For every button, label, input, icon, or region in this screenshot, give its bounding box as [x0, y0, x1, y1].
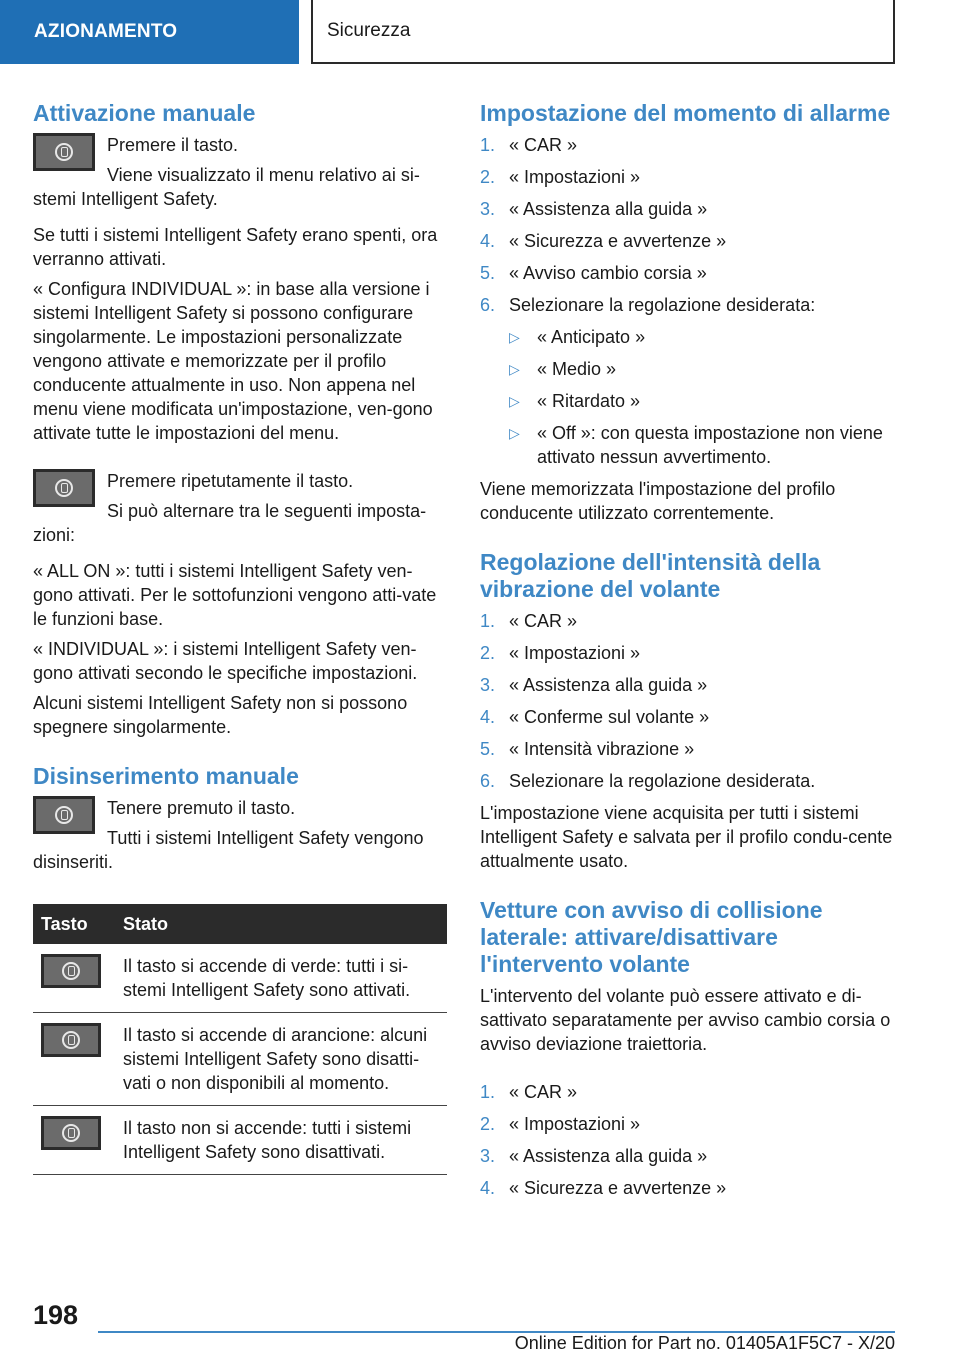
table-row — [33, 1106, 447, 1175]
paragraph: « Configura INDIVIDUAL »: in base alla versione i sistemi Intelligent Safety si possono configurare singolarmente. Le impostazioni personalizzate vengono attivate e memorizzate per il profilo conducente attualmente in uso. Non appena nel menu viene modificata un'impostazione, ven-gono attivate tutte le impostazioni del menu. — [33, 279, 433, 443]
edition-text: Online Edition for Part no. 01405A1F5C7 - X/20 — [514, 1333, 895, 1353]
section-tab — [0, 0, 299, 64]
list-item: 4. « Sicurezza e avvertenze » — [480, 231, 727, 251]
table-cell: Il tasto non si accende: tutti i sistemi Intelligent Safety sono disattivati. — [115, 1106, 447, 1175]
list-item: 2. « Impostazioni » — [480, 167, 641, 187]
triangle-bullet-icon: ▷ — [509, 425, 520, 441]
instruction-text: Si può alternare tra le seguenti imposta-zioni: — [33, 501, 427, 545]
list-item: ▷ « Off »: con questa impostazione non viene attivato nessun avvertimento. — [509, 423, 883, 467]
triangle-bullet-icon: ▷ — [509, 361, 520, 377]
safety-button-image — [41, 954, 101, 988]
options-list — [480, 325, 896, 469]
intelligent-safety-icon — [62, 1124, 80, 1142]
paragraph: « ALL ON »: tutti i sistemi Intelligent Safety ven-gono attivati. Per le sottofunzioni vengono atti-vate le funzioni base. — [33, 561, 437, 629]
list-item: ▷ « Ritardato » — [509, 391, 641, 411]
intelligent-safety-icon — [55, 806, 73, 824]
intelligent-safety-icon — [55, 479, 73, 497]
triangle-bullet-icon: ▷ — [509, 393, 520, 409]
safety-button-image — [41, 1116, 101, 1150]
button-instruction-3 — [33, 796, 447, 880]
paragraph: « INDIVIDUAL »: i sistemi Intelligent Safety ven-gono attivati secondo le specifiche impostazioni. — [33, 639, 418, 683]
table-cell: Il tasto si accende di verde: tutti i si-stemi Intelligent Safety sono attivati. — [115, 944, 447, 1013]
list-item: 5. « Intensità vibrazione » — [480, 739, 695, 759]
paragraph: Se tutti i sistemi Intelligent Safety erano spenti, ora verranno attivati. — [33, 225, 438, 269]
paragraph: L'impostazione viene acquisita per tutti i sistemi Intelligent Safety e salvata per il profilo condu-cente attualmente usato. — [480, 803, 893, 871]
paragraph: Alcuni sistemi Intelligent Safety non si possono spegnere singolarmente. — [33, 693, 408, 737]
steps-list-2 — [480, 609, 896, 793]
table-row — [33, 1013, 447, 1106]
safety-button-image — [33, 796, 95, 834]
paragraph: Viene memorizzata l'impostazione del profilo conducente utilizzato correntemente. — [480, 479, 836, 523]
safety-button-image — [41, 1023, 101, 1057]
table-header-tasto: Tasto — [33, 904, 115, 944]
topic-title: Sicurezza — [327, 20, 411, 41]
intelligent-safety-icon — [62, 962, 80, 980]
intelligent-safety-icon — [55, 143, 73, 161]
list-item: 3. « Assistenza alla guida » — [480, 1146, 708, 1166]
list-item: 1. « CAR » — [480, 611, 578, 631]
instruction-text: Premere il tasto. — [107, 135, 239, 155]
list-item: 3. « Assistenza alla guida » — [480, 199, 708, 219]
heading-collisione-laterale: Vetture con avviso di collisione laterale: attivare/disattivare l'intervento volante — [480, 897, 823, 977]
list-item: 6. Selezionare la regolazione desiderata. — [480, 771, 816, 791]
safety-button-image — [33, 469, 95, 507]
list-item: 2. « Impostazioni » — [480, 1114, 641, 1134]
button-instruction-2 — [33, 469, 447, 553]
heading-attivazione: Attivazione manuale — [33, 100, 256, 126]
list-item: ▷ « Medio » — [509, 359, 617, 379]
status-table — [33, 904, 447, 1175]
section-title: AZIONAMENTO — [34, 21, 178, 42]
table-cell: Il tasto si accende di arancione: alcuni sistemi Intelligent Safety sono disatti-vati o non disponibili al momento. — [115, 1013, 447, 1106]
list-item: 2. « Impostazioni » — [480, 643, 641, 663]
instruction-text: Viene visualizzato il menu relativo ai si-stemi Intelligent Safety. — [33, 165, 420, 209]
list-item: ▷ « Anticipato » — [509, 327, 646, 347]
paragraph: L'intervento del volante può essere attivato e di-sattivato separatamente per avviso cambio corsia o avviso deviazione traiettoria. — [480, 986, 891, 1054]
intelligent-safety-icon — [62, 1031, 80, 1049]
left-column — [33, 100, 447, 1175]
right-column — [480, 100, 896, 1208]
list-item: 4. « Conferme sul volante » — [480, 707, 710, 727]
table-row — [33, 944, 447, 1013]
instruction-text: Premere ripetutamente il tasto. — [107, 471, 354, 491]
steps-list-3 — [480, 1080, 896, 1200]
list-item: 4. « Sicurezza e avvertenze » — [480, 1178, 727, 1198]
button-instruction-1 — [33, 133, 447, 217]
list-item: 6. Selezionare la regolazione desiderata: — [480, 295, 816, 315]
heading-intensita-vibrazione: Regolazione dell'intensità della vibrazione del volante — [480, 549, 821, 602]
instruction-text: Tenere premuto il tasto. — [107, 798, 296, 818]
list-item: 1. « CAR » — [480, 135, 578, 155]
table-header-stato: Stato — [115, 904, 447, 944]
list-item: 3. « Assistenza alla guida » — [480, 675, 708, 695]
page-number: 198 — [33, 1300, 79, 1330]
safety-button-image — [33, 133, 95, 171]
list-item: 1. « CAR » — [480, 1082, 578, 1102]
heading-disinserimento: Disinserimento manuale — [33, 763, 299, 789]
topic-box — [311, 0, 895, 64]
heading-momento-allarme: Impostazione del momento di allarme — [480, 100, 891, 126]
triangle-bullet-icon: ▷ — [509, 329, 520, 345]
list-item: 5. « Avviso cambio corsia » — [480, 263, 707, 283]
steps-list-1 — [480, 133, 896, 317]
instruction-text: Tutti i sistemi Intelligent Safety vengono disinseriti. — [33, 828, 424, 872]
